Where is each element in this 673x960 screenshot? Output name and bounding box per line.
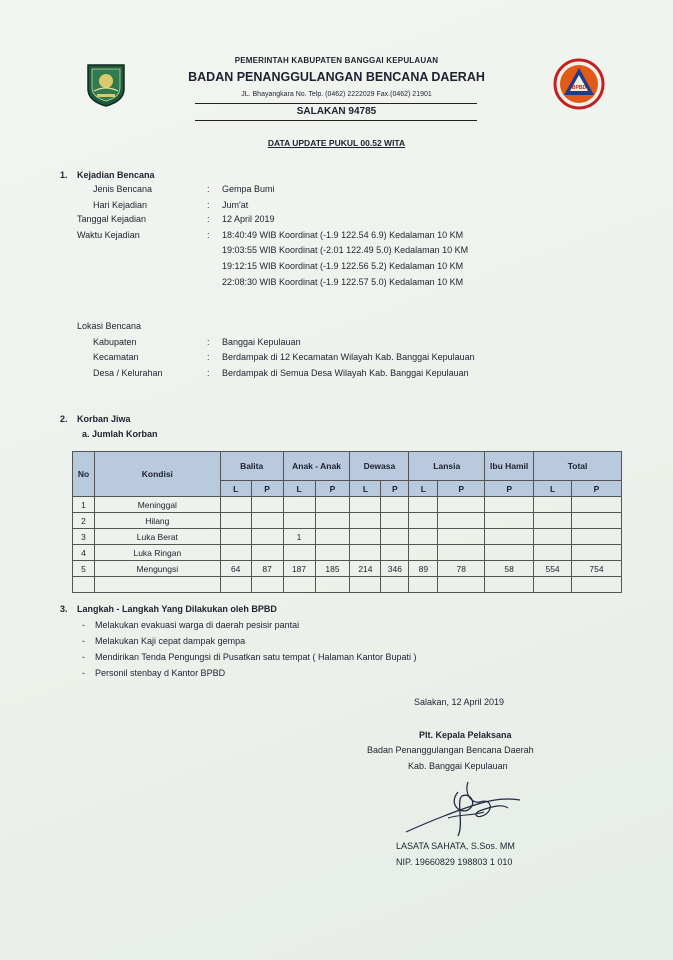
section1-number: 1. (60, 170, 68, 180)
cell-value (409, 497, 438, 513)
section3-number: 3. (60, 604, 68, 614)
cell-value (438, 497, 485, 513)
bpbd-logo (553, 58, 605, 110)
header-divider (195, 103, 477, 104)
cell-value: 346 (381, 561, 409, 577)
sub-header: P (251, 481, 283, 497)
lokasi-label: Desa / Kelurahan (93, 368, 163, 378)
field-value: Gempa Bumi (222, 184, 275, 194)
document-title: DATA UPDATE PUKUL 00.52 WITA (267, 138, 406, 148)
list-bullet: - (82, 636, 85, 646)
cell-kondisi: Meninggal (94, 497, 220, 513)
section1-heading: Kejadian Bencana (77, 170, 155, 180)
cell-value (534, 545, 572, 561)
cell-value (220, 497, 251, 513)
cell-value: 1 (283, 529, 315, 545)
cell-value (315, 513, 350, 529)
group-header: Total (534, 452, 622, 481)
header-government: PEMERINTAH KABUPATEN BANGGAI KEPULAUAN (234, 56, 439, 65)
cell-no: 1 (73, 497, 95, 513)
casualty-table (72, 451, 622, 593)
quake-time: 19:03:55 WIB Koordinat (-2.01 122.49 5.0) Kedalaman 10 KM (222, 245, 469, 255)
cell-kondisi: Luka Ringan (94, 545, 220, 561)
section2-number: 2. (60, 414, 68, 424)
sub-header: P (485, 481, 534, 497)
cell-value (251, 513, 283, 529)
cell-value (572, 529, 622, 545)
cell-value (438, 513, 485, 529)
cell-value: 554 (534, 561, 572, 577)
cell-value (220, 545, 251, 561)
field-sep: : (207, 200, 210, 210)
quake-time: 22:08:30 WIB Koordinat (-1.9 122.57 5.0) Kedalaman 10 KM (222, 277, 464, 287)
cell-value (315, 545, 350, 561)
header-city: SALAKAN 94785 (296, 106, 377, 117)
field-label: Waktu Kejadian (77, 230, 140, 240)
sub-header: P (438, 481, 485, 497)
header-agency: BADAN PENANGGULANGAN BENCANA DAERAH (188, 70, 485, 84)
cell-value (381, 529, 409, 545)
lokasi-value: Banggai Kepulauan (222, 337, 301, 347)
lokasi-sep: : (207, 337, 210, 347)
cell-value (438, 545, 485, 561)
cell-value (251, 545, 283, 561)
cell-value (485, 513, 534, 529)
sub-header: L (534, 481, 572, 497)
section3-heading: Langkah - Langkah Yang Dilakukan oleh BPBD (77, 604, 277, 614)
cell-no: 5 (73, 561, 95, 577)
cell-value (572, 545, 622, 561)
field-sep: : (207, 230, 210, 240)
cell-value (572, 513, 622, 529)
cell-value (315, 497, 350, 513)
bpbd-logo-text: BPBD (571, 85, 587, 91)
cell-value (220, 529, 251, 545)
table-row (73, 545, 622, 561)
cell-value (409, 529, 438, 545)
table-row (73, 513, 622, 529)
handwritten-signature (398, 774, 528, 844)
lokasi-sep: : (207, 352, 210, 362)
field-value: Jum'at (222, 200, 249, 210)
signature-name: LASATA SAHATA, S.Sos. MM (396, 841, 515, 851)
cell-value: 187 (283, 561, 315, 577)
field-value: 12 April 2019 (222, 214, 275, 224)
section2-heading: Korban Jiwa (77, 414, 131, 424)
cell-value: 754 (572, 561, 622, 577)
cell-value (485, 545, 534, 561)
group-header: Dewasa (350, 452, 409, 481)
header-divider-bottom (195, 120, 477, 121)
table-row (73, 497, 622, 513)
cell-no: 4 (73, 545, 95, 561)
sub-header: L (283, 481, 315, 497)
field-label: Hari Kejadian (93, 200, 148, 210)
cell-kondisi: Mengungsi (94, 561, 220, 577)
regency-emblem-logo (84, 61, 128, 107)
cell-value: 78 (438, 561, 485, 577)
lokasi-label: Kabupaten (93, 337, 137, 347)
action-item: Mendirikan Tenda Pengungsi di Pusatkan satu tempat ( Halaman Kantor Bupati ) (95, 652, 417, 662)
cell-value (381, 513, 409, 529)
cell-value: 185 (315, 561, 350, 577)
cell-value (350, 529, 381, 545)
cell-value (438, 529, 485, 545)
group-header: Lansia (409, 452, 485, 481)
cell-value: 64 (220, 561, 251, 577)
col-no-header: No (73, 452, 95, 497)
cell-value (409, 545, 438, 561)
cell-value: 89 (409, 561, 438, 577)
table-row (73, 561, 622, 577)
cell-value: 214 (350, 561, 381, 577)
cell-value: 87 (251, 561, 283, 577)
cell-value (572, 497, 622, 513)
cell-value (485, 497, 534, 513)
signature-nip: NIP. 19660829 198803 1 010 (396, 857, 513, 867)
cell-value (350, 497, 381, 513)
quake-time: 19:12:15 WIB Koordinat (-1.9 122.56 5.2) Kedalaman 10 KM (222, 261, 464, 271)
sub-header: P (572, 481, 622, 497)
action-item: Personil stenbay d Kantor BPBD (95, 668, 226, 678)
lokasi-value: Berdampak di 12 Kecamatan Wilayah Kab. Banggai Kepulauan (222, 352, 475, 362)
cell-value (315, 529, 350, 545)
cell-kondisi: Luka Berat (94, 529, 220, 545)
cell-no: 3 (73, 529, 95, 545)
cell-value (534, 529, 572, 545)
field-label: Tanggal Kejadian (77, 214, 147, 224)
cell-value (220, 513, 251, 529)
cell-value (381, 497, 409, 513)
lokasi-value: Berdampak di Semua Desa Wilayah Kab. Banggai Kepulauan (222, 368, 469, 378)
cell-value (283, 513, 315, 529)
table-row-empty (73, 577, 622, 593)
sub-header: L (409, 481, 438, 497)
cell-value (409, 513, 438, 529)
signature-region: Kab. Banggai Kepulauan (408, 761, 508, 771)
field-value: 18:40:49 WIB Koordinat (-1.9 122.54 6.9) Kedalaman 10 KM (222, 230, 464, 240)
field-sep: : (207, 214, 210, 224)
col-kondisi-header: Kondisi (94, 452, 220, 497)
sub-header: L (220, 481, 251, 497)
cell-value (381, 545, 409, 561)
cell-value (534, 497, 572, 513)
signature-position: Plt. Kepala Pelaksana (419, 730, 512, 740)
field-sep: : (207, 184, 210, 194)
field-label: Jenis Bencana (93, 184, 153, 194)
cell-value: 58 (485, 561, 534, 577)
cell-value (485, 529, 534, 545)
cell-no: 2 (73, 513, 95, 529)
group-header: Anak - Anak (283, 452, 350, 481)
signature-place-date: Salakan, 12 April 2019 (414, 697, 505, 707)
table-row (73, 529, 622, 545)
list-bullet: - (82, 668, 85, 678)
sub-header: L (350, 481, 381, 497)
action-item: Melakukan Kaji cepat dampak gempa (95, 636, 246, 646)
cell-kondisi: Hilang (94, 513, 220, 529)
section2-subheading: a. Jumlah Korban (82, 429, 158, 439)
cell-value (534, 513, 572, 529)
cell-value (251, 497, 283, 513)
cell-value (350, 513, 381, 529)
signature-agency: Badan Penanggulangan Bencana Daerah (367, 745, 534, 755)
header-address: JL. Bhayangkara No. Telp. (0462) 2222029 Fax.(0462) 21901 (241, 91, 432, 98)
list-bullet: - (82, 652, 85, 662)
group-header: Ibu Hamil (485, 452, 534, 481)
casualty-table-body (73, 497, 622, 577)
action-item: Melakukan evakuasi warga di daerah pesisir pantai (95, 620, 300, 630)
sub-header: P (315, 481, 350, 497)
list-bullet: - (82, 620, 85, 630)
cell-value (283, 545, 315, 561)
cell-value (283, 497, 315, 513)
sub-header: P (381, 481, 409, 497)
lokasi-sep: : (207, 368, 210, 378)
group-header: Balita (220, 452, 283, 481)
lokasi-label: Kecamatan (93, 352, 139, 362)
cell-value (251, 529, 283, 545)
cell-value (350, 545, 381, 561)
lokasi-heading: Lokasi Bencana (77, 321, 142, 331)
